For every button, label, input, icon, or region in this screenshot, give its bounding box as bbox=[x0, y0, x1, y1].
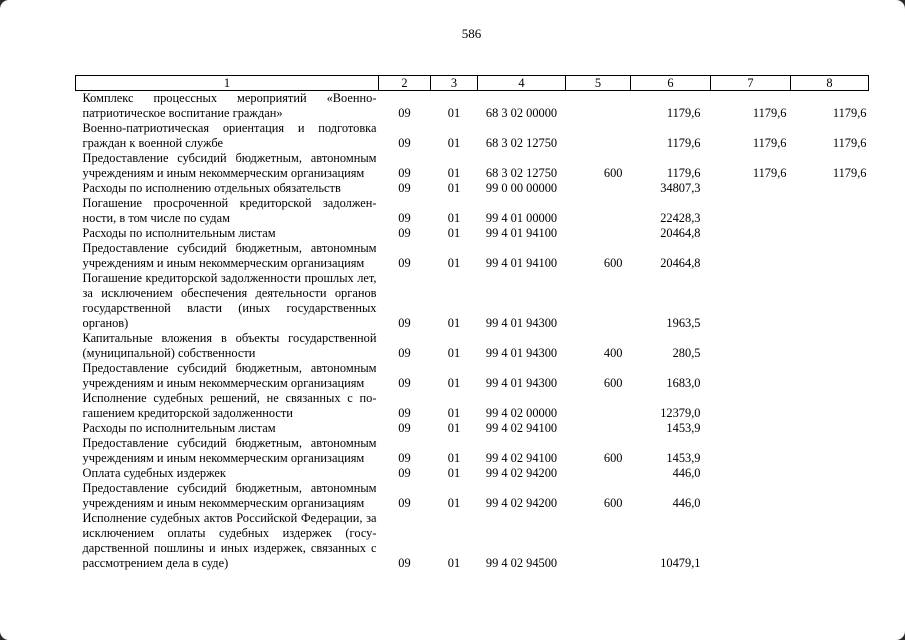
cell-col6: 280,5 bbox=[672, 346, 701, 360]
cell-col4: 99 4 01 94300 bbox=[485, 316, 558, 330]
column-header-5: 5 bbox=[566, 76, 631, 91]
cell-col8 bbox=[791, 361, 869, 391]
cell-name: Погашение просроченной кредиторской задолженности, в том числе по судам bbox=[82, 196, 377, 225]
cell-col7 bbox=[711, 361, 791, 391]
cell-col3: 01 bbox=[447, 451, 461, 465]
cell-name: Предоставление субсидий бюджетным, автономным учреждениям и иным некоммерческим организациям bbox=[82, 241, 377, 270]
cell-col2: 09 bbox=[398, 211, 411, 225]
cell-name: Предоставление субсидий бюджетным, автономным учреждениям и иным некоммерческим организациям bbox=[82, 361, 377, 390]
cell-col3: 01 bbox=[447, 316, 461, 330]
cell-col4: 99 4 01 94100 bbox=[485, 256, 558, 270]
cell-col7 bbox=[711, 481, 791, 511]
column-header-4: 4 bbox=[478, 76, 566, 91]
cell-col4: 99 4 01 94300 bbox=[485, 346, 558, 360]
table-row bbox=[76, 421, 869, 436]
cell-col3: 01 bbox=[447, 181, 461, 195]
table-row bbox=[76, 481, 869, 511]
cell-col5: 600 bbox=[603, 451, 623, 465]
budget-table bbox=[75, 75, 869, 571]
cell-col4: 99 4 02 94200 bbox=[485, 466, 558, 480]
cell-col2: 09 bbox=[398, 556, 411, 570]
cell-col7 bbox=[711, 271, 791, 331]
cell-col5 bbox=[566, 181, 631, 196]
cell-name: Расходы по исполнительным листам bbox=[82, 226, 276, 240]
cell-name: Военно-патриотическая ориентация и подготовка граждан к военной службе bbox=[82, 121, 377, 150]
cell-col7: 1179,6 bbox=[752, 136, 787, 150]
cell-col6: 1683,0 bbox=[666, 376, 701, 390]
cell-col7 bbox=[711, 391, 791, 421]
cell-col8 bbox=[791, 481, 869, 511]
cell-col3: 01 bbox=[447, 226, 461, 240]
cell-col7 bbox=[711, 421, 791, 436]
cell-col2: 09 bbox=[398, 226, 411, 240]
cell-col7 bbox=[711, 466, 791, 481]
cell-col5 bbox=[566, 91, 631, 122]
table-row bbox=[76, 196, 869, 226]
cell-col3: 01 bbox=[447, 406, 461, 420]
cell-name: Предоставление субсидий бюджетным, автономным учреждениям и иным некоммерческим организациям bbox=[82, 436, 377, 465]
cell-col7 bbox=[711, 181, 791, 196]
cell-col5: 400 bbox=[603, 346, 623, 360]
cell-col5 bbox=[566, 121, 631, 151]
table-row bbox=[76, 466, 869, 481]
cell-col2: 09 bbox=[398, 376, 411, 390]
cell-col6: 1453,9 bbox=[666, 421, 701, 435]
cell-col8 bbox=[791, 511, 869, 571]
cell-name: Погашение кредиторской задолженности прошлых лет, за исключением обеспечения деятельности органов государственной власти (иных государственных органов) bbox=[82, 271, 377, 330]
cell-col3: 01 bbox=[447, 256, 461, 270]
cell-col6: 12379,0 bbox=[660, 406, 701, 420]
cell-col4: 99 4 02 94100 bbox=[485, 421, 558, 435]
cell-col8 bbox=[791, 421, 869, 436]
cell-col8: 1179,6 bbox=[832, 106, 867, 120]
cell-name: Расходы по исполнению отдельных обязательств bbox=[82, 181, 341, 195]
cell-col6: 22428,3 bbox=[660, 211, 701, 225]
cell-col7: 1179,6 bbox=[752, 166, 787, 180]
cell-name: Оплата судебных издержек bbox=[82, 466, 226, 480]
cell-col3: 01 bbox=[447, 136, 461, 150]
cell-col8 bbox=[791, 196, 869, 226]
cell-col6: 10479,1 bbox=[660, 556, 701, 570]
cell-col5 bbox=[566, 421, 631, 436]
cell-name: Комплекс процессных мероприятий «Военно-патриотическое воспитание граждан» bbox=[82, 91, 377, 120]
cell-col6: 446,0 bbox=[672, 496, 701, 510]
column-header-6: 6 bbox=[631, 76, 711, 91]
cell-col5 bbox=[566, 511, 631, 571]
cell-name: Предоставление субсидий бюджетным, автономным учреждениям и иным некоммерческим организациям bbox=[82, 151, 377, 180]
table-row bbox=[76, 436, 869, 466]
cell-col5 bbox=[566, 226, 631, 241]
cell-col2: 09 bbox=[398, 136, 411, 150]
cell-col7 bbox=[711, 226, 791, 241]
cell-col5 bbox=[566, 391, 631, 421]
page-number: 586 bbox=[461, 26, 482, 41]
cell-col2: 09 bbox=[398, 166, 411, 180]
cell-col8 bbox=[791, 241, 869, 271]
cell-col7 bbox=[711, 511, 791, 571]
table-row bbox=[76, 331, 869, 361]
cell-col4: 99 4 02 94200 bbox=[485, 496, 558, 510]
cell-col6: 1963,5 bbox=[666, 316, 701, 330]
cell-col3: 01 bbox=[447, 106, 461, 120]
column-header-8: 8 bbox=[791, 76, 869, 91]
cell-col3: 01 bbox=[447, 211, 461, 225]
cell-col5: 600 bbox=[603, 376, 623, 390]
cell-col3: 01 bbox=[447, 556, 461, 570]
cell-col2: 09 bbox=[398, 316, 411, 330]
table-row bbox=[76, 91, 869, 122]
cell-col7: 1179,6 bbox=[752, 106, 787, 120]
cell-col2: 09 bbox=[398, 451, 411, 465]
cell-col6: 1179,6 bbox=[666, 166, 701, 180]
column-header-3: 3 bbox=[431, 76, 478, 91]
table-header bbox=[76, 76, 869, 91]
cell-col6: 1453,9 bbox=[666, 451, 701, 465]
cell-col2: 09 bbox=[398, 181, 411, 195]
cell-col6: 1179,6 bbox=[666, 106, 701, 120]
cell-col8 bbox=[791, 331, 869, 361]
cell-col5: 600 bbox=[603, 256, 623, 270]
cell-col3: 01 bbox=[447, 376, 461, 390]
table-body bbox=[76, 91, 869, 572]
cell-col8 bbox=[791, 271, 869, 331]
cell-name: Капитальные вложения в объекты государственной (муниципальной) собственности bbox=[82, 331, 377, 360]
cell-col3: 01 bbox=[447, 421, 461, 435]
cell-name: Исполнение судебных решений, не связанных с погашением кредиторской задолженности bbox=[82, 391, 377, 420]
cell-col8: 1179,6 bbox=[832, 166, 867, 180]
cell-col4: 99 4 01 94300 bbox=[485, 376, 558, 390]
cell-col8 bbox=[791, 226, 869, 241]
cell-col4: 99 4 01 94100 bbox=[485, 226, 558, 240]
cell-col4: 99 4 01 00000 bbox=[485, 211, 558, 225]
cell-col4: 68 3 02 12750 bbox=[485, 136, 558, 150]
cell-col2: 09 bbox=[398, 256, 411, 270]
cell-col7 bbox=[711, 196, 791, 226]
cell-col8 bbox=[791, 436, 869, 466]
cell-col7 bbox=[711, 331, 791, 361]
table-row bbox=[76, 121, 869, 151]
column-header-2: 2 bbox=[379, 76, 431, 91]
cell-col5 bbox=[566, 196, 631, 226]
table-row bbox=[76, 511, 869, 571]
cell-col6: 1179,6 bbox=[666, 136, 701, 150]
cell-name: Исполнение судебных актов Российской Федерации, за исключением оплаты судебных издержек (государственной пошлины и иных издержек, связанных с рассмотрением дела в суде) bbox=[82, 511, 377, 570]
cell-col2: 09 bbox=[398, 421, 411, 435]
cell-col3: 01 bbox=[447, 166, 461, 180]
cell-col6: 20464,8 bbox=[660, 256, 701, 270]
cell-name: Предоставление субсидий бюджетным, автономным учреждениям и иным некоммерческим организациям bbox=[82, 481, 377, 510]
column-header-1: 1 bbox=[76, 76, 379, 91]
cell-col3: 01 bbox=[447, 346, 461, 360]
cell-col5 bbox=[566, 466, 631, 481]
cell-name: Расходы по исполнительным листам bbox=[82, 421, 276, 435]
cell-col3: 01 bbox=[447, 466, 461, 480]
cell-col8 bbox=[791, 391, 869, 421]
table-header-row bbox=[76, 76, 869, 91]
table-row bbox=[76, 181, 869, 196]
cell-col6: 34807,3 bbox=[660, 181, 701, 195]
column-header-7: 7 bbox=[711, 76, 791, 91]
cell-col2: 09 bbox=[398, 466, 411, 480]
table-row bbox=[76, 361, 869, 391]
cell-col4: 99 4 02 94500 bbox=[485, 556, 558, 570]
cell-col2: 09 bbox=[398, 346, 411, 360]
table-row bbox=[76, 151, 869, 181]
cell-col6: 446,0 bbox=[672, 466, 701, 480]
cell-col7 bbox=[711, 241, 791, 271]
cell-col2: 09 bbox=[398, 406, 411, 420]
cell-col4: 99 0 00 00000 bbox=[485, 181, 558, 195]
cell-col4: 68 3 02 12750 bbox=[485, 166, 558, 180]
cell-col6: 20464,8 bbox=[660, 226, 701, 240]
cell-col4: 68 3 02 00000 bbox=[485, 106, 558, 120]
table-row bbox=[76, 226, 869, 241]
cell-col5: 600 bbox=[603, 166, 623, 180]
cell-col8: 1179,6 bbox=[832, 136, 867, 150]
table-row bbox=[76, 271, 869, 331]
cell-col7 bbox=[711, 436, 791, 466]
cell-col8 bbox=[791, 466, 869, 481]
cell-col4: 99 4 02 00000 bbox=[485, 406, 558, 420]
cell-col8 bbox=[791, 181, 869, 196]
cell-col2: 09 bbox=[398, 496, 411, 510]
cell-col3: 01 bbox=[447, 496, 461, 510]
cell-col5 bbox=[566, 271, 631, 331]
cell-col2: 09 bbox=[398, 106, 411, 120]
cell-col4: 99 4 02 94100 bbox=[485, 451, 558, 465]
table-row bbox=[76, 241, 869, 271]
cell-col5: 600 bbox=[603, 496, 623, 510]
table-row bbox=[76, 391, 869, 421]
